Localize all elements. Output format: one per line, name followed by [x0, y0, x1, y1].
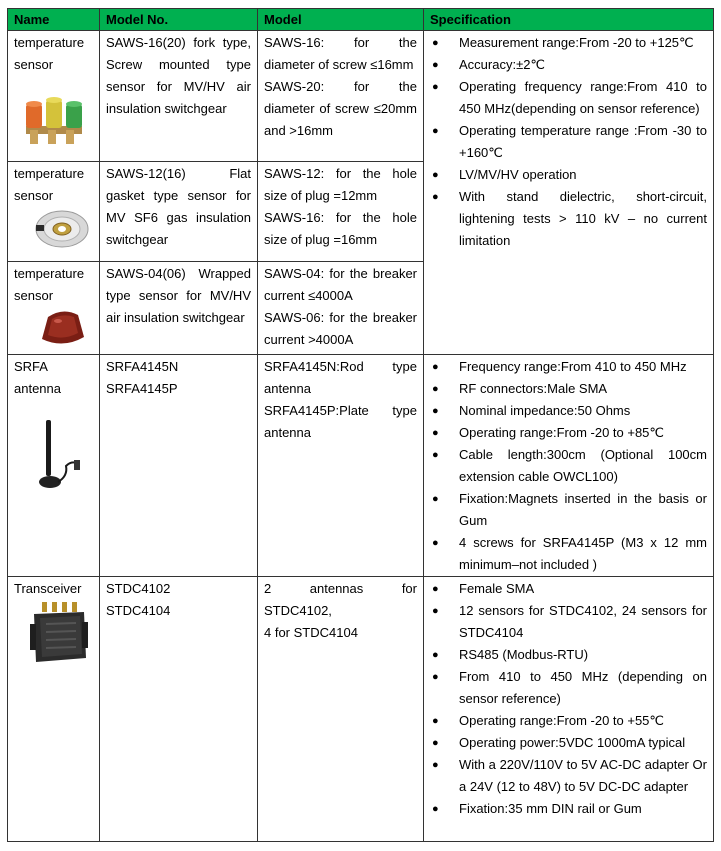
- spec-item: ● 4 screws for SRFA4145P (M3 x 12 mm minimum–not included ): [430, 532, 707, 576]
- antenna-image: [38, 420, 82, 492]
- sensor-spec-cell: [424, 31, 714, 355]
- wrapped-sensor-image: [38, 307, 88, 347]
- name-cell: [8, 162, 100, 262]
- name-cell: [8, 262, 100, 355]
- model-line: SAWS-20: for the diameter of screw ≤20mm and >16mm: [264, 79, 417, 138]
- table-row: [8, 355, 714, 577]
- model-cell: [258, 577, 424, 842]
- transceiver-image: [28, 602, 90, 668]
- name-cell: [8, 577, 100, 842]
- spec-item: ● Operating range:From -20 to +55℃: [430, 710, 707, 732]
- header-specification: Specification: [424, 9, 714, 31]
- spec-item: ● Cable length:300cm (Optional 100cm extension cable OWCL100): [430, 444, 707, 488]
- model-no-line: SRFA4145P: [106, 381, 178, 396]
- model-line: SAWS-06: for the breaker current >4000A: [264, 310, 417, 347]
- product-name: SRFA antenna: [14, 359, 61, 396]
- transceiver-spec-list: [430, 578, 707, 820]
- spec-item: ● Operating temperature range :From -30 to +160℃: [430, 120, 707, 164]
- spec-item: ● Frequency range:From 410 to 450 MHz: [430, 356, 707, 378]
- spec-item: ● 12 sensors for STDC4102, 24 sensors for STDC4104: [430, 600, 707, 644]
- header-row: [8, 9, 714, 31]
- model-no-line: SRFA4145N: [106, 359, 179, 374]
- header-model-no: Model No.: [100, 9, 258, 31]
- name-cell: [8, 31, 100, 162]
- model-no-cell: [100, 577, 258, 842]
- gasket-sensor-image: [32, 207, 92, 251]
- spec-item: ● RF connectors:Male SMA: [430, 378, 707, 400]
- spec-item: ● LV/MV/HV operation: [430, 164, 707, 186]
- spec-item: ● Accuracy:±2℃: [430, 54, 707, 76]
- model-no-cell: SAWS-04(06) Wrapped type sensor for MV/HV air insulation switchgear: [100, 262, 258, 355]
- model-no-cell: SAWS-16(20) fork type, Screw mounted type sensor for MV/HV air insulation switchgear: [100, 31, 258, 162]
- spec-item: ● Female SMA: [430, 578, 707, 600]
- antenna-spec-cell: [424, 355, 714, 577]
- spec-item: ● From 410 to 450 MHz (depending on sensor reference): [430, 666, 707, 710]
- spec-item: ● RS485 (Modbus-RTU): [430, 644, 707, 666]
- name-cell: [8, 355, 100, 577]
- header-model: Model: [258, 9, 424, 31]
- spec-item: ● Nominal impedance:50 Ohms: [430, 400, 707, 422]
- model-line: SRFA4145N:Rod type antenna: [264, 359, 417, 396]
- spec-item: ● Fixation:Magnets inserted in the basis or Gum: [430, 488, 707, 532]
- model-line: SAWS-12: for the hole size of plug =12mm: [264, 166, 417, 203]
- header-name: Name: [8, 9, 100, 31]
- model-line: 4 for STDC4104: [264, 625, 358, 640]
- model-line: SAWS-04: for the breaker current ≤4000A: [264, 266, 417, 303]
- table-row: [8, 31, 714, 162]
- model-line: SRFA4145P:Plate type antenna: [264, 403, 417, 440]
- spec-item: ● Operating range:From -20 to +85℃: [430, 422, 707, 444]
- model-no-line: STDC4102: [106, 581, 171, 596]
- spec-item: ● Fixation:35 mm DIN rail or Gum: [430, 798, 707, 820]
- spec-item: ● Operating power:5VDC 1000mA typical: [430, 732, 707, 754]
- model-no-line: STDC4104: [106, 603, 171, 618]
- model-cell: [258, 355, 424, 577]
- product-name: temperature sensor: [14, 266, 85, 303]
- model-cell: [258, 262, 424, 355]
- spec-item: ● With stand dielectric, short-circuit, lightening tests > 110 kV – no current limitation: [430, 186, 707, 252]
- table-row: [8, 577, 714, 842]
- product-name: temperature sensor: [14, 166, 85, 203]
- model-line: SAWS-16: for the hole size of plug =16mm: [264, 210, 417, 247]
- model-no-cell: [100, 355, 258, 577]
- product-name: temperature sensor: [14, 35, 85, 72]
- model-cell: [258, 31, 424, 162]
- spec-item: ● Operating frequency range:From 410 to 450 MHz(depending on sensor reference): [430, 76, 707, 120]
- fork-type-sensor-image: [20, 86, 88, 146]
- product-name: Transceiver: [14, 581, 82, 596]
- model-line: 2 antennas for STDC4102,: [264, 581, 417, 618]
- product-spec-table: [7, 8, 714, 842]
- antenna-spec-list: [430, 356, 707, 576]
- model-cell: [258, 162, 424, 262]
- spec-item: ● With a 220V/110V to 5V AC-DC adapter Or a 24V (12 to 48V) to 5V DC-DC adapter: [430, 754, 707, 798]
- transceiver-spec-cell: [424, 577, 714, 842]
- sensor-spec-list: [430, 32, 707, 252]
- model-line: SAWS-16: for the diameter of screw ≤16mm: [264, 35, 417, 72]
- spec-item: ● Measurement range:From -20 to +125℃: [430, 32, 707, 54]
- model-no-cell: SAWS-12(16) Flat gasket type sensor for MV SF6 gas insulation switchgear: [100, 162, 258, 262]
